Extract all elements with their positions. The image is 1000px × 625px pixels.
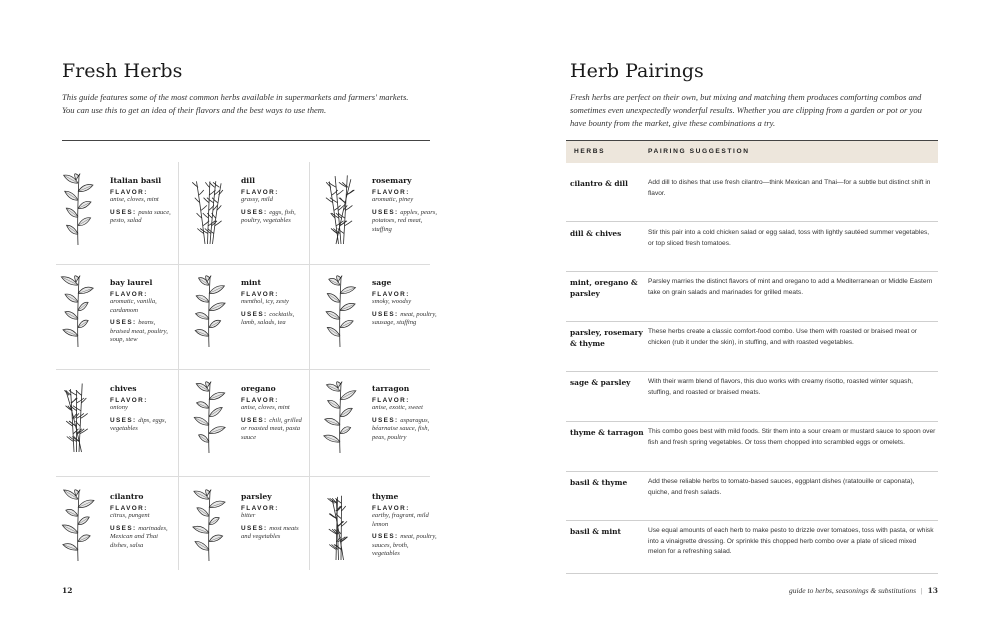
pairing-herbs: basil & thyme [570, 478, 628, 487]
herb-card [179, 374, 305, 474]
uses-value: pasta sauce, pesto, salad [110, 208, 171, 225]
uses-text [110, 525, 176, 551]
flavor-value: earthy, fragrant, mild lemon [372, 512, 429, 528]
uses-value: chili, grilled or roasted meat, pasta sauce [241, 416, 302, 441]
pairings-table [566, 140, 938, 556]
uses-label: USES: [110, 208, 137, 216]
flavor-value: anise, cloves, mint [110, 196, 159, 203]
table-row [566, 178, 938, 222]
section-divider [62, 140, 430, 141]
uses-text [241, 525, 307, 542]
pairing-suggestion: This combo goes best with mild foods. Stir them into a sour cream or mustard sauce to spoon over fish and fresh spring vegetables. Or toss them chopped into scrambled eggs or omelets. [648, 428, 936, 446]
herb-name: parsley [241, 492, 272, 501]
uses-text [110, 319, 176, 345]
pairing-herbs: thyme & tarragon [570, 428, 644, 437]
uses-label: USES: [110, 319, 137, 327]
pairing-herbs: basil & mint [570, 527, 621, 536]
herb-card [48, 374, 174, 474]
table-row [566, 327, 938, 372]
flavor-label: FLAVOR: [110, 189, 148, 196]
uses-text [241, 417, 307, 443]
uses-label: USES: [241, 208, 268, 216]
oregano-illustration [181, 376, 237, 454]
flavor-value: smoky, woodsy [372, 298, 412, 305]
uses-value: meat, poultry, sausage, stuffing [372, 310, 437, 327]
uses-text [241, 209, 307, 226]
uses-value: eggs, fish, poultry, vegetables [241, 208, 296, 225]
uses-label: USES: [372, 310, 399, 318]
uses-text [372, 311, 438, 328]
pairing-herbs: dill & chives [570, 229, 622, 238]
table-row [566, 427, 938, 472]
uses-value: marinades, Mexican and Thai dishes, salsa [110, 524, 168, 549]
uses-value: most meats and vegetables [241, 524, 299, 541]
table-row [566, 228, 938, 272]
herb-card [179, 268, 305, 368]
column-header-suggestion: PAIRING SUGGESTION [648, 148, 750, 155]
uses-text [372, 417, 438, 443]
herb-name: oregano [241, 384, 276, 393]
pairing-herbs: parsley, rosemary & thyme [570, 328, 643, 348]
dill-illustration [181, 168, 237, 246]
flavor-label: FLAVOR: [241, 291, 279, 298]
uses-label: USES: [241, 310, 268, 318]
uses-text [372, 209, 438, 235]
flavor-value: aromatic, vanilla, cardamom [110, 298, 157, 314]
basil-illustration [50, 168, 106, 246]
chives-illustration [50, 376, 106, 454]
flavor-value: anise, exotic, sweet [372, 404, 423, 411]
flavor-value: oniony [110, 404, 128, 411]
flavor-label: FLAVOR: [110, 397, 148, 404]
herb-card [310, 482, 436, 582]
herb-grid [48, 162, 438, 570]
mint-illustration [181, 270, 237, 348]
grid-row-divider [56, 369, 430, 370]
herb-name: sage [372, 278, 392, 287]
herb-card [48, 268, 174, 368]
flavor-value: citrus, pungent [110, 512, 150, 519]
uses-text [110, 417, 176, 434]
herb-card [310, 166, 436, 266]
flavor-label: FLAVOR: [372, 505, 410, 512]
uses-label: USES: [372, 208, 399, 216]
uses-label: USES: [241, 524, 268, 532]
table-row [566, 377, 938, 422]
pairing-suggestion: Stir this pair into a cold chicken salad or egg salad, toss with lightly sautéed summer vegetables, or top sliced fresh tomatoes. [648, 229, 930, 247]
page-title: Fresh Herbs [62, 60, 183, 82]
uses-value: dips, eggs, vegetables [110, 416, 167, 433]
herb-name: dill [241, 176, 255, 185]
page-number: 12 [62, 586, 73, 595]
herb-card [48, 482, 174, 582]
pairing-suggestion: These herbs create a classic comfort-food combo. Use them with roasted or braised meat or chicken (rub it under the skin), in stuffing, and with roasted vegetables. [648, 328, 917, 346]
thyme-illustration [312, 484, 368, 562]
herb-name: cilantro [110, 492, 144, 501]
uses-value: asparagus, béarnaise sauce, fish, peas, poultry [372, 416, 430, 441]
grid-row-divider [56, 476, 430, 477]
pairing-herbs: cilantro & dill [570, 179, 628, 188]
herb-name: tarragon [372, 384, 410, 393]
rosemary-illustration [312, 168, 368, 246]
pairing-suggestion: With their warm blend of flavors, this duo works with creamy risotto, roasted winter squash, stuffing, and roasted or braised meats. [648, 378, 913, 396]
flavor-value: grassy, mild [241, 196, 273, 203]
uses-label: USES: [110, 524, 137, 532]
pairing-herbs: mint, oregano & parsley [570, 278, 638, 298]
cilantro-illustration [50, 484, 106, 562]
table-header [566, 140, 938, 163]
uses-label: USES: [372, 416, 399, 424]
table-row [566, 277, 938, 322]
column-header-herbs: HERBS [574, 148, 606, 155]
flavor-label: FLAVOR: [110, 505, 148, 512]
page-title: Herb Pairings [570, 60, 704, 82]
herb-card [310, 268, 436, 368]
uses-value: apples, pears, potatoes, red meat, stuffing [372, 208, 438, 233]
running-title: guide to herbs, seasonings & substitutions [788, 586, 917, 595]
page-intro: This guide features some of the most common herbs available in supermarkets and farmers' markets. You can use this to get an idea of their flavors and the best ways to use them. [62, 92, 409, 115]
tarragon-illustration [312, 376, 368, 454]
flavor-value: aromatic, piney [372, 196, 414, 203]
herb-name: bay laurel [110, 278, 153, 287]
uses-value: beans, braised meat, poultry, soup, stew [110, 319, 168, 344]
flavor-label: FLAVOR: [110, 291, 148, 298]
parsley-illustration [181, 484, 237, 562]
uses-label: USES: [241, 416, 268, 424]
uses-label: USES: [110, 416, 137, 424]
flavor-label: FLAVOR: [372, 189, 410, 196]
uses-text [372, 533, 438, 559]
flavor-label: FLAVOR: [241, 505, 279, 512]
flavor-value: anise, cloves, mint [241, 404, 290, 411]
herb-name: chives [110, 384, 137, 393]
footer-separator: | [921, 586, 923, 595]
pairing-herbs: sage & parsley [570, 378, 631, 387]
herb-name: mint [241, 278, 261, 287]
pairing-suggestion: Add dill to dishes that use fresh cilantro—think Mexican and Thai—for a subtle but distinct shift in flavor. [648, 179, 931, 197]
herb-card [179, 166, 305, 266]
pairing-suggestion: Use equal amounts of each herb to make pesto to drizzle over tomatoes, toss with pasta, or whisk into a vinaigrette dressing. Or sprinkle this chopped herb combo over a plate of sliced mixed melon for a refreshing salad. [648, 527, 934, 556]
uses-value: cocktails, lamb, salads, tea [241, 310, 295, 327]
running-footer [789, 586, 938, 595]
uses-label: USES: [372, 533, 399, 541]
pairing-suggestion: Parsley marries the distinct flavors of mint and oregano to add a Mediterranean or Middle Eastern take on grain salads and marinades for grilled meats. [648, 278, 933, 296]
page-intro: Fresh herbs are perfect on their own, but mixing and matching them produces comforting combos and sometimes even unexpectedly wonderful results. Whether you are clipping from a garden or pot or you have bounty from the market, give these combinations a try. [570, 92, 922, 128]
uses-text [241, 311, 307, 328]
table-row [566, 477, 938, 521]
flavor-label: FLAVOR: [372, 291, 410, 298]
herb-name: rosemary [372, 176, 412, 185]
herb-card [48, 166, 174, 266]
herb-card [310, 374, 436, 474]
herb-card [179, 482, 305, 582]
flavor-label: FLAVOR: [241, 189, 279, 196]
page-number: 13 [927, 586, 938, 595]
flavor-label: FLAVOR: [241, 397, 279, 404]
herb-name: Italian basil [110, 176, 162, 185]
right-page [500, 0, 1000, 625]
flavor-label: FLAVOR: [372, 397, 410, 404]
sage-illustration [312, 270, 368, 348]
uses-text [110, 209, 176, 226]
herb-name: thyme [372, 492, 399, 501]
table-row [566, 526, 938, 574]
pairing-suggestion: Add these reliable herbs to tomato-based sauces, eggplant dishes (ratatouille or caponata), quiche, and fresh salads. [648, 478, 915, 496]
bay-laurel-illustration [50, 270, 106, 348]
flavor-value: menthol, icy, zesty [241, 298, 289, 305]
flavor-value: bitter [241, 512, 256, 519]
uses-value: meat, poultry, sauces, broth, vegetables [372, 533, 437, 558]
